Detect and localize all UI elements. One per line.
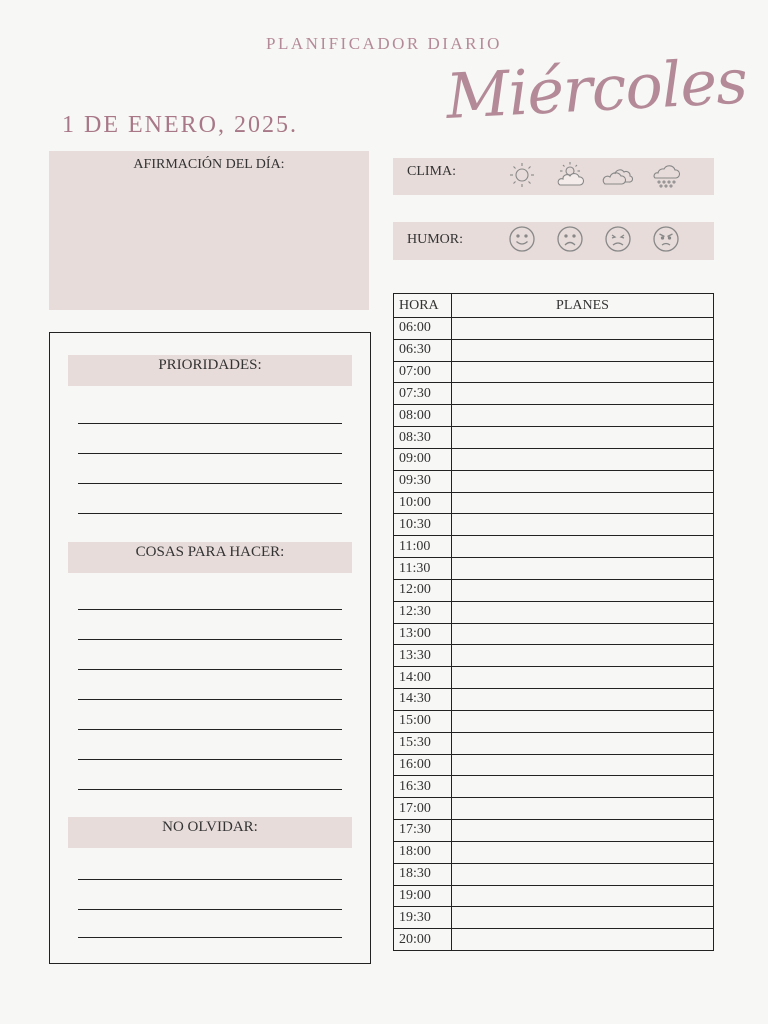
schedule-row — [394, 318, 714, 340]
todo-line[interactable] — [78, 759, 342, 760]
plan-cell[interactable] — [452, 383, 714, 405]
plan-cell[interactable] — [452, 820, 714, 842]
schedule-row — [394, 470, 714, 492]
plan-cell[interactable] — [452, 579, 714, 601]
todo-heading: COSAS PARA HACER: — [68, 542, 352, 573]
schedule-row — [394, 929, 714, 951]
todo-line[interactable] — [78, 609, 342, 610]
plan-cell[interactable] — [452, 907, 714, 929]
plan-cell[interactable] — [452, 601, 714, 623]
hour-cell: 12:00 — [394, 579, 452, 601]
plan-cell[interactable] — [452, 514, 714, 536]
hour-cell: 16:30 — [394, 776, 452, 798]
schedule-table — [393, 293, 714, 951]
hour-cell: 18:30 — [394, 863, 452, 885]
plan-cell[interactable] — [452, 470, 714, 492]
schedule-row — [394, 492, 714, 514]
priorities-heading: PRIORIDADES: — [68, 355, 352, 386]
upset-face-icon[interactable] — [602, 224, 650, 258]
plan-cell[interactable] — [452, 427, 714, 449]
hour-cell: 09:30 — [394, 470, 452, 492]
hour-cell: 14:00 — [394, 667, 452, 689]
sun-icon[interactable] — [506, 160, 554, 194]
schedule-row — [394, 732, 714, 754]
partly-cloudy-icon[interactable] — [554, 160, 602, 194]
schedule-row — [394, 448, 714, 470]
plan-cell[interactable] — [452, 885, 714, 907]
priority-line[interactable] — [78, 423, 342, 424]
reminders-heading: NO OLVIDAR: — [68, 817, 352, 848]
hour-cell: 19:30 — [394, 907, 452, 929]
schedule-row — [394, 798, 714, 820]
hour-cell: 17:00 — [394, 798, 452, 820]
schedule-row — [394, 820, 714, 842]
affirmation-label: AFIRMACIÓN DEL DÍA: — [133, 157, 285, 172]
schedule-row — [394, 361, 714, 383]
plan-cell[interactable] — [452, 754, 714, 776]
todo-line[interactable] — [78, 729, 342, 730]
plan-cell[interactable] — [452, 361, 714, 383]
schedule-row — [394, 405, 714, 427]
hour-cell: 11:30 — [394, 558, 452, 580]
schedule-row — [394, 383, 714, 405]
plan-cell[interactable] — [452, 645, 714, 667]
hour-cell: 08:00 — [394, 405, 452, 427]
schedule-row — [394, 776, 714, 798]
plan-cell[interactable] — [452, 710, 714, 732]
plan-cell[interactable] — [452, 732, 714, 754]
todo-line[interactable] — [78, 639, 342, 640]
plan-cell[interactable] — [452, 448, 714, 470]
plan-cell[interactable] — [452, 929, 714, 951]
plan-cell[interactable] — [452, 536, 714, 558]
cloudy-icon[interactable] — [602, 160, 650, 194]
schedule-row — [394, 667, 714, 689]
schedule-row — [394, 907, 714, 929]
hour-cell: 19:00 — [394, 885, 452, 907]
schedule-row — [394, 601, 714, 623]
plans-column-header: PLANES — [452, 294, 714, 318]
plan-cell[interactable] — [452, 558, 714, 580]
hour-cell: 16:00 — [394, 754, 452, 776]
schedule-row — [394, 863, 714, 885]
hour-cell: 06:30 — [394, 339, 452, 361]
rain-icon[interactable] — [650, 160, 698, 194]
schedule-row — [394, 514, 714, 536]
plan-cell[interactable] — [452, 798, 714, 820]
hour-cell: 07:00 — [394, 361, 452, 383]
plan-cell[interactable] — [452, 339, 714, 361]
schedule-row — [394, 536, 714, 558]
priority-line[interactable] — [78, 483, 342, 484]
hour-cell: 06:00 — [394, 318, 452, 340]
priority-line[interactable] — [78, 453, 342, 454]
plan-cell[interactable] — [452, 841, 714, 863]
schedule-row — [394, 558, 714, 580]
hour-cell: 14:30 — [394, 689, 452, 711]
hour-cell: 07:30 — [394, 383, 452, 405]
plan-cell[interactable] — [452, 689, 714, 711]
plan-cell[interactable] — [452, 667, 714, 689]
hour-cell: 11:00 — [394, 536, 452, 558]
hour-cell: 08:30 — [394, 427, 452, 449]
reminder-line[interactable] — [78, 879, 342, 880]
plan-cell[interactable] — [452, 492, 714, 514]
todo-line[interactable] — [78, 669, 342, 670]
weather-label: CLIMA: — [407, 164, 456, 179]
plan-cell[interactable] — [452, 776, 714, 798]
reminder-line[interactable] — [78, 937, 342, 938]
planner-title: PLANIFICADOR DIARIO — [266, 34, 502, 53]
date-label: 1 DE ENERO, 2025. — [62, 112, 298, 138]
schedule-row — [394, 579, 714, 601]
reminder-line[interactable] — [78, 909, 342, 910]
todo-line[interactable] — [78, 699, 342, 700]
schedule-row — [394, 623, 714, 645]
hour-cell: 20:00 — [394, 929, 452, 951]
hour-column-header: HORA — [394, 294, 452, 318]
mood-bar — [393, 222, 714, 260]
hour-cell: 12:30 — [394, 601, 452, 623]
plan-cell[interactable] — [452, 405, 714, 427]
schedule-row — [394, 841, 714, 863]
hour-cell: 13:30 — [394, 645, 452, 667]
schedule-row — [394, 427, 714, 449]
plan-cell[interactable] — [452, 623, 714, 645]
hour-cell: 15:30 — [394, 732, 452, 754]
sad-face-icon[interactable] — [554, 224, 602, 258]
hour-cell: 10:00 — [394, 492, 452, 514]
weather-bar — [393, 158, 714, 195]
todo-line[interactable] — [78, 789, 342, 790]
hour-cell: 10:30 — [394, 514, 452, 536]
priority-line[interactable] — [78, 513, 342, 514]
mood-label: HUMOR: — [407, 232, 464, 247]
hour-cell: 09:00 — [394, 448, 452, 470]
day-name: Miércoles — [444, 44, 749, 133]
schedule-row — [394, 710, 714, 732]
angry-face-icon[interactable] — [650, 224, 698, 258]
hour-cell: 15:00 — [394, 710, 452, 732]
affirmation-box[interactable] — [49, 151, 369, 310]
plan-cell[interactable] — [452, 863, 714, 885]
plan-cell[interactable] — [452, 318, 714, 340]
schedule-row — [394, 754, 714, 776]
hour-cell: 18:00 — [394, 841, 452, 863]
schedule-row — [394, 689, 714, 711]
lists-panel — [49, 332, 371, 964]
schedule-row — [394, 339, 714, 361]
schedule-row — [394, 645, 714, 667]
hour-cell: 17:30 — [394, 820, 452, 842]
hour-cell: 13:00 — [394, 623, 452, 645]
happy-face-icon[interactable] — [506, 224, 554, 258]
schedule-row — [394, 885, 714, 907]
